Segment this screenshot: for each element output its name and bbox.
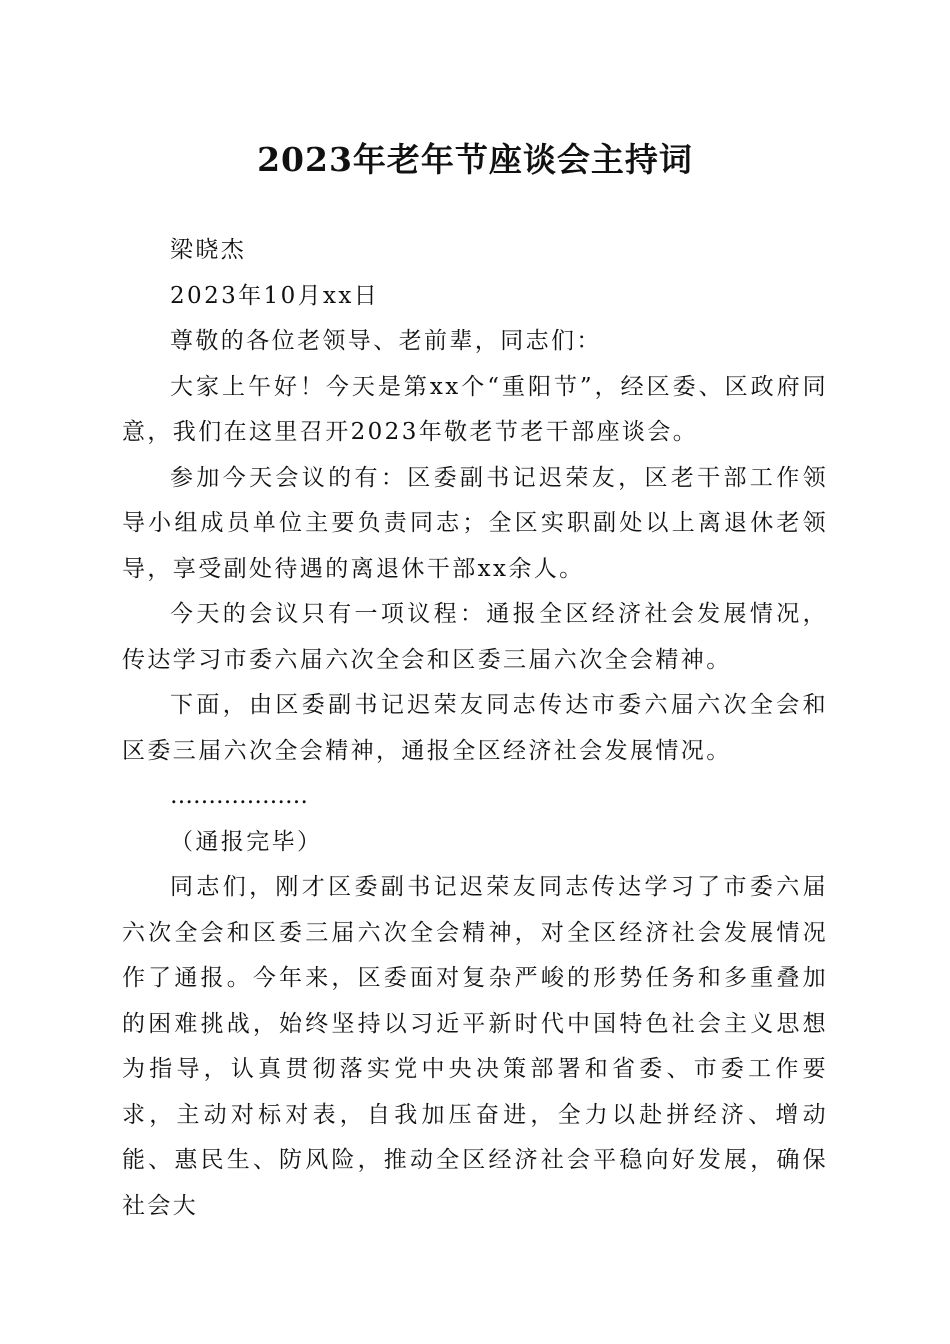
attendees-paragraph: 参加今天会议的有：区委副书记迟荣友，区老干部工作领导小组成员单位主要负责同志；全区实职副处以上离退休老领导，享受副处待遇的离退休干部xx余人。 xyxy=(122,464,828,582)
transition-paragraph: 下面，由区委副书记迟荣友同志传达市委六届六次全会和区委三届六次全会精神，通报全区经济社会发展情况。 xyxy=(122,692,828,764)
date-line: 2023年10月xx日 xyxy=(170,282,380,309)
salutation-paragraph: 尊敬的各位老领导、老前辈，同志们： xyxy=(170,328,602,354)
summary-paragraph: 同志们，刚才区委副书记迟荣友同志传达学习了市委六届六次全会和区委三届六次全会精神，对全区经济社会发展情况作了通报。今年来，区委面对复杂严峻的形势任务和多重叠加的困难挑战，始终坚持以习近平新时代中国特色社会主义思想为指导，认真贯彻落实党中央决策部署和省委、市委工作要求，主动对标对表，自我加压奋进，全力以赴拼经济、增动能、惠民生、防风险，推动全区经济社会平稳向好发展，确保社会大 xyxy=(122,874,828,1219)
report-finished-line: （通报完毕） xyxy=(170,828,323,855)
author-line: 梁晓杰 xyxy=(170,237,247,263)
greeting-paragraph: 大家上午好！今天是第xx个“重阳节”，经区委、区政府同意，我们在这里召开2023年敬老节老干部座谈会。 xyxy=(122,373,828,445)
ellipsis-line: ……………… xyxy=(170,783,308,809)
agenda-paragraph: 今天的会议只有一项议程：通报全区经济社会发展情况，传达学习市委六届六次全会和区委三届六次全会精神。 xyxy=(122,601,828,673)
document-title: 2023年老年节座谈会主持词 xyxy=(257,140,693,179)
document-body xyxy=(122,228,828,1229)
